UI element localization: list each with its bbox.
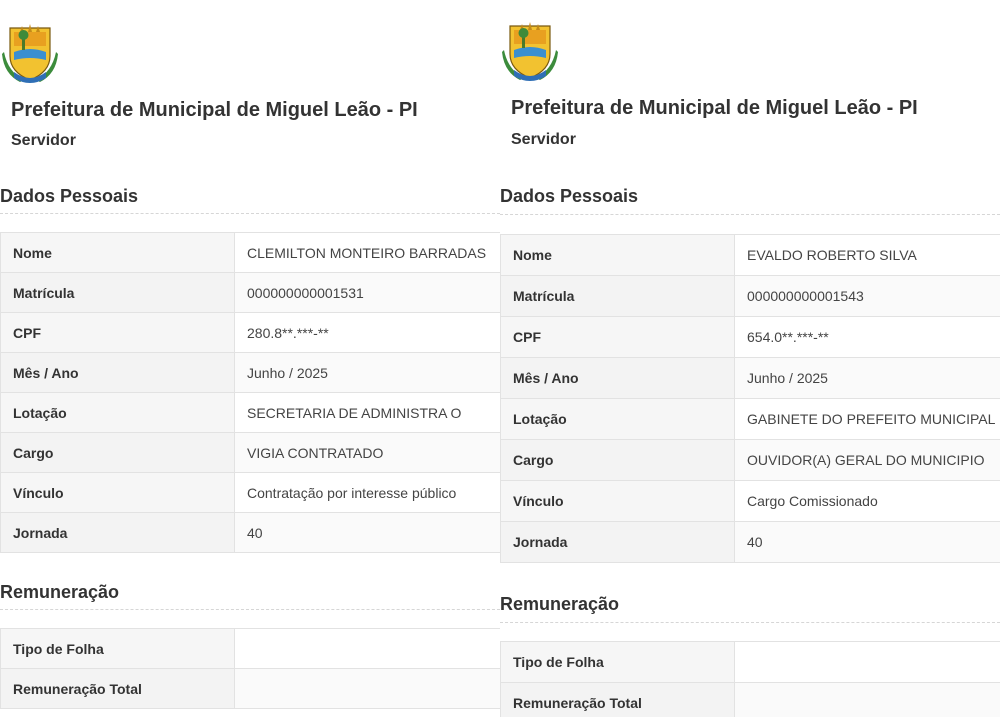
field-label: Jornada [1,513,235,553]
field-value: CLEMILTON MONTEIRO BARRADAS [235,233,501,273]
field-value: Junho / 2025 [735,358,1000,399]
field-label: Tipo de Folha [501,642,735,683]
section-title-dados-pessoais: Dados Pessoais [500,186,639,206]
field-label: Mês / Ano [1,353,235,393]
field-value [735,642,1000,683]
field-value: Junho / 2025 [235,353,501,393]
table-row [1,473,501,513]
field-label: Tipo de Folha [1,629,235,669]
field-value [235,629,501,669]
field-label: Matrícula [501,276,735,317]
section-divider [0,213,500,214]
table-row [501,683,1000,717]
section-title-dados-pessoais: Dados Pessoais [0,186,139,206]
field-label: Jornada [501,522,735,563]
section-divider [500,214,1000,215]
table-row [501,481,1000,522]
table-row [1,393,501,433]
servidor-panel-right [500,0,1000,717]
field-value: GABINETE DO PREFEITO MUNICIPAL [735,399,1000,440]
table-row [501,440,1000,481]
table-row [1,629,501,669]
table-row [1,433,501,473]
field-value: Contratação por interesse público [235,473,501,513]
table-row [1,669,501,709]
field-label: CPF [501,317,735,358]
field-label: Cargo [1,433,235,473]
table-row [501,522,1000,563]
field-value: 000000000001531 [235,273,501,313]
field-value: Cargo Comissionado [735,481,1000,522]
field-value: OUVIDOR(A) GERAL DO MUNICIPIO [735,440,1000,481]
field-label: Lotação [1,393,235,433]
table-row [1,513,501,553]
table-row [501,235,1000,276]
field-label: Remuneração Total [501,683,735,717]
section-divider [0,609,500,610]
field-label: CPF [1,313,235,353]
field-label: Nome [501,235,735,276]
field-label: Vínculo [501,481,735,522]
field-value [235,669,501,709]
field-label: Cargo [501,440,735,481]
field-value: SECRETARIA DE ADMINISTRA O [235,393,501,433]
table-row [1,233,501,273]
table-row [501,399,1000,440]
table-row [501,358,1000,399]
org-title: Prefeitura de Municipal de Miguel Leão - PI [11,99,418,121]
field-value: 654.0**.***-** [735,317,1000,358]
field-value [735,683,1000,717]
org-title: Prefeitura de Municipal de Miguel Leão - PI [511,97,918,119]
field-value: EVALDO ROBERTO SILVA [735,235,1000,276]
field-label: Matrícula [1,273,235,313]
table-row [501,317,1000,358]
field-value: VIGIA CONTRATADO [235,433,501,473]
field-label: Lotação [501,399,735,440]
field-label: Vínculo [1,473,235,513]
field-value: 40 [235,513,501,553]
section-title-remuneracao: Remuneração [500,594,620,614]
field-label: Remuneração Total [1,669,235,709]
page-subtitle: Servidor [11,132,76,149]
field-value: 40 [735,522,1000,563]
page-subtitle: Servidor [511,131,576,148]
personal-data-table [500,234,1000,563]
table-row [1,313,501,353]
field-label: Mês / Ano [501,358,735,399]
table-row [1,273,501,313]
personal-data-table [0,232,500,553]
table-row [501,276,1000,317]
field-value: 000000000001543 [735,276,1000,317]
municipal-crest-icon [2,22,58,86]
section-title-remuneracao: Remuneração [0,582,120,602]
remuneration-table [500,641,1000,717]
table-row [1,353,501,393]
field-value: 280.8**.***-** [235,313,501,353]
field-label: Nome [1,233,235,273]
section-divider [500,622,1000,623]
municipal-crest-icon [502,20,558,84]
table-row [501,642,1000,683]
remuneration-table [0,628,500,709]
